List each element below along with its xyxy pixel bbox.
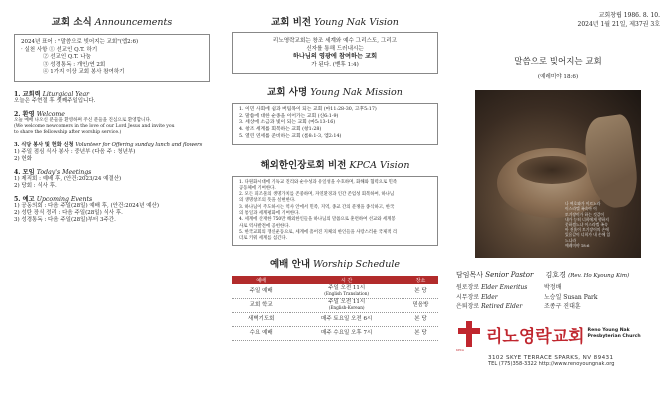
photo-verse: 나 여호와가 이르노라 이스라엘 족속아 이 토기장이가 하는 것같이 내가 능히 너희에게 행하지 못하겠느냐 이스라엘 족속 아 진흙이 토기장이의 손에 있음같이 너희가 내 손에 있 느니라 예레미야 18:6: [565, 201, 611, 248]
mission-list: [232, 103, 438, 145]
list-item: 5. 한국교회의 갱신운동으로, 세계에 흩어진 지체의 한인들을 사랑스러운 국제적 리: [239, 229, 398, 235]
cover-column: [448, 0, 670, 407]
list-item: 의 통일과 세계평화에 기여한다.: [239, 211, 300, 216]
vision-box: 리노영락교회는 창조 세계와 예수 그리스도, 그리고 신자를 통해 드러내시는 하나님의 영광에 참여하는 교회 가 된다. (벧후 1:4): [232, 32, 438, 74]
table-header-row: 예배 시 간 장소: [232, 276, 438, 284]
list-item: 1. 다원화시대에 기독교 진리와 순수성과 유일성을 수호하며, 화해와 협력으로 민족: [239, 179, 398, 185]
table-row: 수요 예배 매주 수요일 오후 7시 본 당: [232, 326, 438, 340]
staff-list: [456, 270, 660, 311]
bulletin-header: 교회창립 1986. 8. 10. 2024년 1월 21일, 제37권 3호: [577, 12, 660, 28]
schedule-table: [232, 276, 438, 341]
church-address: 3102 SKYE TERRACE SPARKS, NV 89431: [488, 355, 614, 361]
theme-line: · 실천 사항 ① 선교인 Q.T. 하기: [21, 46, 98, 53]
theme-line: 2024년 표어 : "말씀으로 빚어지는 교회"(엡2:6): [21, 39, 139, 45]
table-row: 교회 학교 주일 오전 11시 (English-Korean) 믿음방: [232, 298, 438, 312]
list-item: 공동체에 기여한다.: [239, 185, 276, 191]
theme-line: ② 선교인 Q.T. 나눔: [43, 54, 91, 60]
church-contact: TEL (775)358-3322 http://www.renoyoungnak.org: [488, 361, 615, 367]
announcement-item: 3. 식당 봉사 및 헌화 신청 Volunteer for Offering sunday lunch and flowers 1) 주일 점심 식사 봉사 : 중년부 (다음 주 : 청년부) 2) 헌화: [14, 141, 203, 162]
announcement-item: 4. 모임 Today's Meetings 1) 제직회 : 예배 후, (안건:2023/24 예결산) 2) 당회 : 식사 후.: [14, 168, 122, 189]
theme-box: [14, 34, 210, 82]
list-item: 1. 이민 사회에 쉼과 버팀목이 되는 교회 (마11:28-30, 고후5:17): [239, 107, 377, 112]
list-item: 4. 세계에 산재한 750만 해외한인들을 하나님의 말씀으로 훈련하여 선교와 세계봉: [239, 217, 396, 223]
theme-line: ③ 성경통독 : 개인/연 2회: [43, 61, 106, 68]
list-item: 의 생명창조의 뜻을 실현한다.: [239, 198, 296, 204]
list-item: 3. 하나님이 주도하시는 역사 안에서 민족, 지역, 종교 간의 분쟁을 종식하고, 한국: [239, 204, 395, 210]
senior-pastor: 담임목사 Senior Pastor 김호경 (Rev. Ho Kyoung Kim): [456, 271, 630, 279]
potter-hands-image: [475, 90, 641, 258]
announcements-column: [0, 0, 222, 407]
announcement-item: 5. 예고 Upcoming Events 1) 공동의회 : 다음 주일(28일) 예배 후, (안건:2024년 예산) 2) 성탄 장식 정리 : 다음 주일(28일) 식사 후. 3) 성경통독 : 다음 주일(28일)부터 3주간.: [14, 195, 159, 223]
staff-row: 시무장로 Elder 노승일 Susan Park: [456, 294, 598, 301]
church-logo: [456, 321, 660, 352]
announcement-item: 1. 교회력 Liturgical Year 오늘은 주현절 후 셋째주일입니다.: [14, 90, 96, 104]
theme-line: ④ 1가지 이상 교회 봉사 참여하기: [43, 69, 125, 75]
table-row: 새벽기도회 매주 토요일 오전 6시 본 당: [232, 312, 438, 326]
staff-row: 원로장로 Elder Emeritus 박정배: [456, 284, 562, 291]
list-item: 2. 말씀에 대한 순종을 이어가는 교회 (신6:1-9): [239, 113, 339, 119]
church-name-en: Reno Young Nak Presbyterian Church: [587, 328, 641, 339]
list-item: 더로 키워 세계를 섬긴다.: [239, 236, 287, 242]
vision-column: [224, 0, 446, 407]
sermon-reference: (예레미야 18:6): [537, 74, 579, 80]
kpca-list: [232, 176, 438, 247]
schedule-title: 예배 안내 Worship Schedule: [270, 259, 400, 271]
vision-title: 교회 비전 Young Nak Vision: [271, 17, 399, 28]
table-row: 주일 예배 주일 오전 11시 (English Translation) 본 당: [232, 284, 438, 298]
list-item: 4. 창조 세계를 회복하는 교회 (창1:28): [239, 127, 322, 133]
kpca-title: 해외한인장로회 비전 KPCA Vision: [260, 159, 410, 171]
list-item: 2. 모든 피조물의 생명가치를 존중하며, 자연환경과 인간 존엄성 회복하여, 하나님: [239, 192, 395, 198]
church-name: 리노영락교회: [486, 326, 585, 347]
list-item: 5. 열린 연세를 준비하는 교회 (롬8:1-3, 엡2:14): [239, 133, 342, 139]
list-item: 3. 세상에 소금과 빛이 되는 교회 (마5:13-16): [239, 120, 336, 126]
announcements-title: 교회 소식 Announcements: [51, 17, 173, 28]
cross-icon: KPCA: [456, 321, 482, 347]
announcement-item: 2. 환영 Welcome 오늘 예배 나오신 분들을 환영하며 주신 분들을 진심으로 환영합니다. (We welcome newcomers in the love of our Lord Jesus and invite you to share the fellowship after worship service.): [14, 110, 175, 135]
mission-title: 교회 사명 Young Nak Mission: [267, 87, 403, 98]
sermon-title: 말씀으로 빚어지는 교회: [514, 57, 602, 67]
list-item: 사로 역사발전에 공헌한다.: [239, 223, 290, 229]
staff-row: 은퇴장로 Retired Elder 조종구 진대훈: [456, 303, 581, 310]
